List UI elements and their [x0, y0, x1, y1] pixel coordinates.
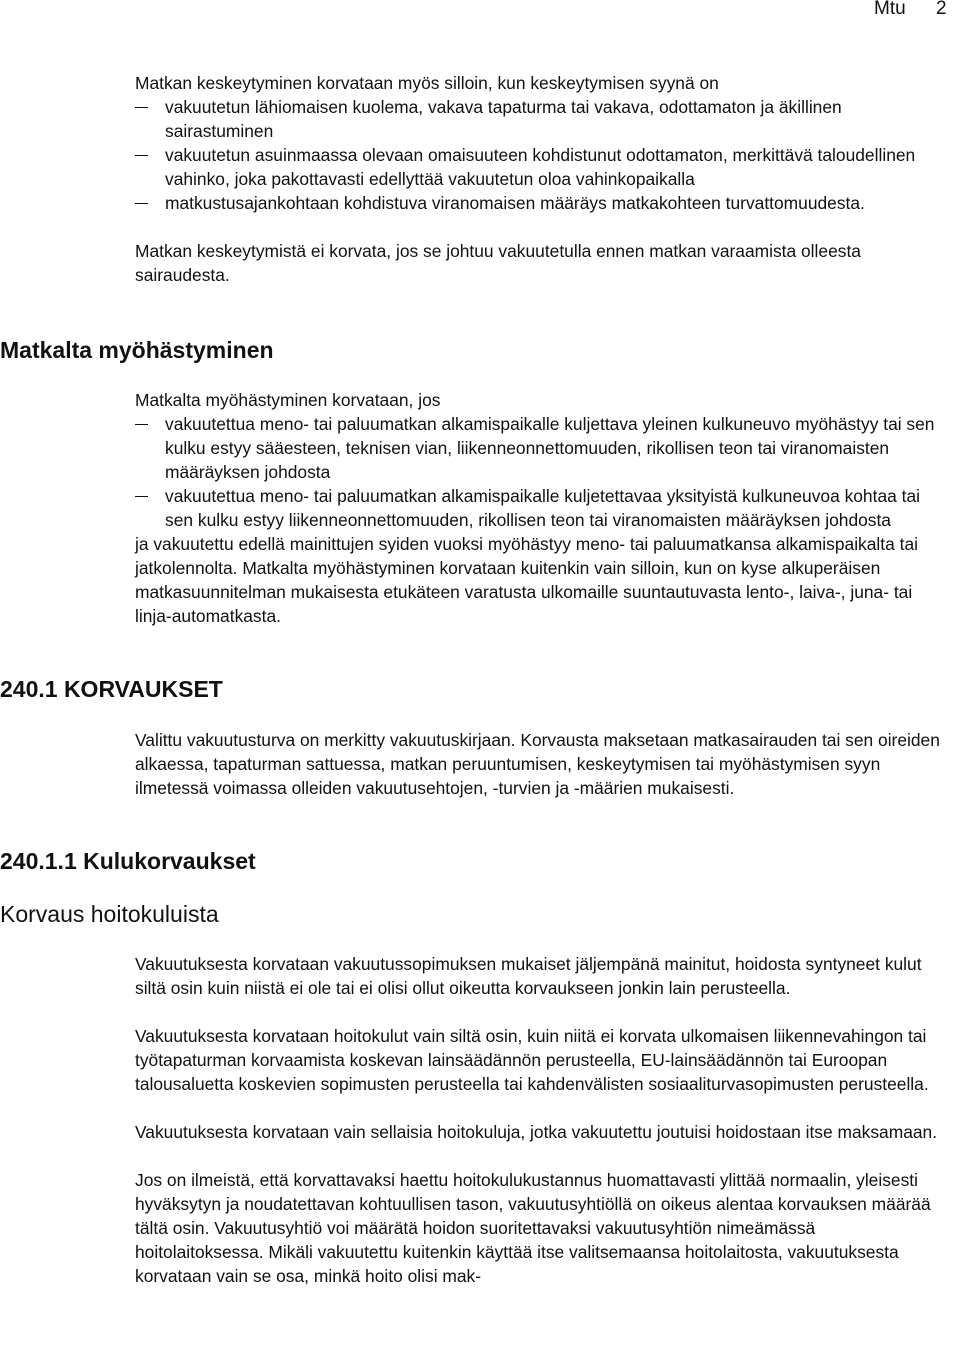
delay-intro: Matkalta myöhästyminen korvataan, jos	[135, 390, 441, 410]
delay-block	[135, 388, 945, 628]
page-header	[0, 0, 960, 20]
compensations-text: Valittu vakuutusturva on merkitty vakuutuskirjaan. Korvausta maksetaan matkasairauden tai sen oireiden alkaessa, tapaturman sattuessa, matkan peruuntumisen, keskeytymisen tai myöhästymisen syyn ilmetessä voimassa olleiden vakuutusehtojen, -turvien ja -määrien mukaisesti.	[135, 730, 940, 798]
list-item: vakuutetun lähiomaisen kuolema, vakava tapaturma tai vakava, odottamaton ja äkillinen sairastuminen	[135, 95, 945, 143]
interruption-note: Matkan keskeytymistä ei korvata, jos se johtuu vakuutetulla ennen matkan varaamista olleesta sairaudesta.	[135, 241, 861, 285]
interruption-block	[135, 71, 945, 287]
page-number: 2	[936, 0, 947, 19]
delay-after-text: ja vakuutettu edellä mainittujen syiden vuoksi myöhästyy meno- tai paluumatkansa alkamispaikalta tai jatkolennolta. Matkalta myöhästyminen korvataan kuitenkin vain silloin, kun on kyse alkuperäisen matkasuunnitelman mukaisesta etukäteen varatusta ulkomaille suuntautuvasta lento-, laiva-, juna- tai linja-automatkasta.	[135, 534, 918, 626]
list-item: vakuutettua meno- tai paluumatkan alkamispaikalle kuljettava yleinen kulkuneuvo myöhästyy tai sen kulku estyy sääesteen, teknisen vian, liikenneonnettomuuden, rikollisen teon tai viranomaisten määräyksen johdosta	[135, 412, 945, 484]
list-item: vakuutettua meno- tai paluumatkan alkamispaikalle kuljetettavaa yksityistä kulkuneuvoa kohtaa tai sen kulku estyy liikenneonnettomuuden, rikollisen teon tai viranomaisten määräyksen johdosta	[135, 484, 945, 532]
interruption-intro: Matkan keskeytyminen korvataan myös silloin, kun keskeytymisen syynä on	[135, 73, 719, 93]
list-item: vakuutetun asuinmaassa olevaan omaisuuteen kohdistunut odottamaton, merkittävä taloudellinen vahinko, joka pakottavasti edellyttää vakuutetun oloa vahinkopaikalla	[135, 143, 945, 191]
section-heading-delay: Matkalta myöhästyminen	[0, 337, 274, 363]
list-item: matkustusajankohtaan kohdistuva viranomaisen määräys matkakohteen turvattomuudesta.	[135, 191, 945, 215]
section-heading-compensations: 240.1 KORVAUKSET	[0, 676, 223, 702]
section-heading-cost-compensations: 240.1.1 Kulukorvaukset	[0, 848, 256, 874]
subheading-treatment-costs: Korvaus hoitokuluista	[0, 901, 219, 927]
header-left-text: Mtu	[874, 0, 906, 19]
paragraph: Vakuutuksesta korvataan vain sellaisia hoitokuluja, jotka vakuutettu joutuisi hoidostaan itse maksamaan.	[135, 1122, 938, 1142]
paragraph: Vakuutuksesta korvataan hoitokulut vain siltä osin, kuin niitä ei korvata ulkomaisen liikennevahingon tai työtapaturman korvaamista koskevan lainsäädännön perusteella, EU-lainsäädännön tai Euroopan talousaluetta koskevien sopimusten perusteella tai kahdenvälisten sosiaaliturvasopimusten perusteella.	[135, 1026, 929, 1094]
compensations-block	[135, 728, 945, 800]
paragraph: Vakuutuksesta korvataan vakuutussopimuksen mukaiset jäljempänä mainitut, hoidosta syntyneet kulut siltä osin kuin niistä ei ole tai ei olisi ollut oikeutta korvaukseen jonkin lain perusteella.	[135, 954, 922, 998]
paragraph: Jos on ilmeistä, että korvattavaksi haettu hoitokulukustannus huomattavasti ylittää normaalin, yleisesti hyväksytyn ja noudatettavan kohtuullisen tason, vakuutusyhtiöllä on oikeus alentaa korvauksen määrää tältä osin. Vakuutusyhtiö voi määrätä hoidon suoritettavaksi vakuutusyhtiön nimeämässä hoitolaitoksessa. Mikäli vakuutettu kuitenkin käyttää itse valitsemaansa hoitolaitosta, vakuutuksesta korvataan vain se osa, minkä hoito olisi mak-	[135, 1170, 931, 1286]
treatment-costs-block	[135, 952, 945, 1288]
